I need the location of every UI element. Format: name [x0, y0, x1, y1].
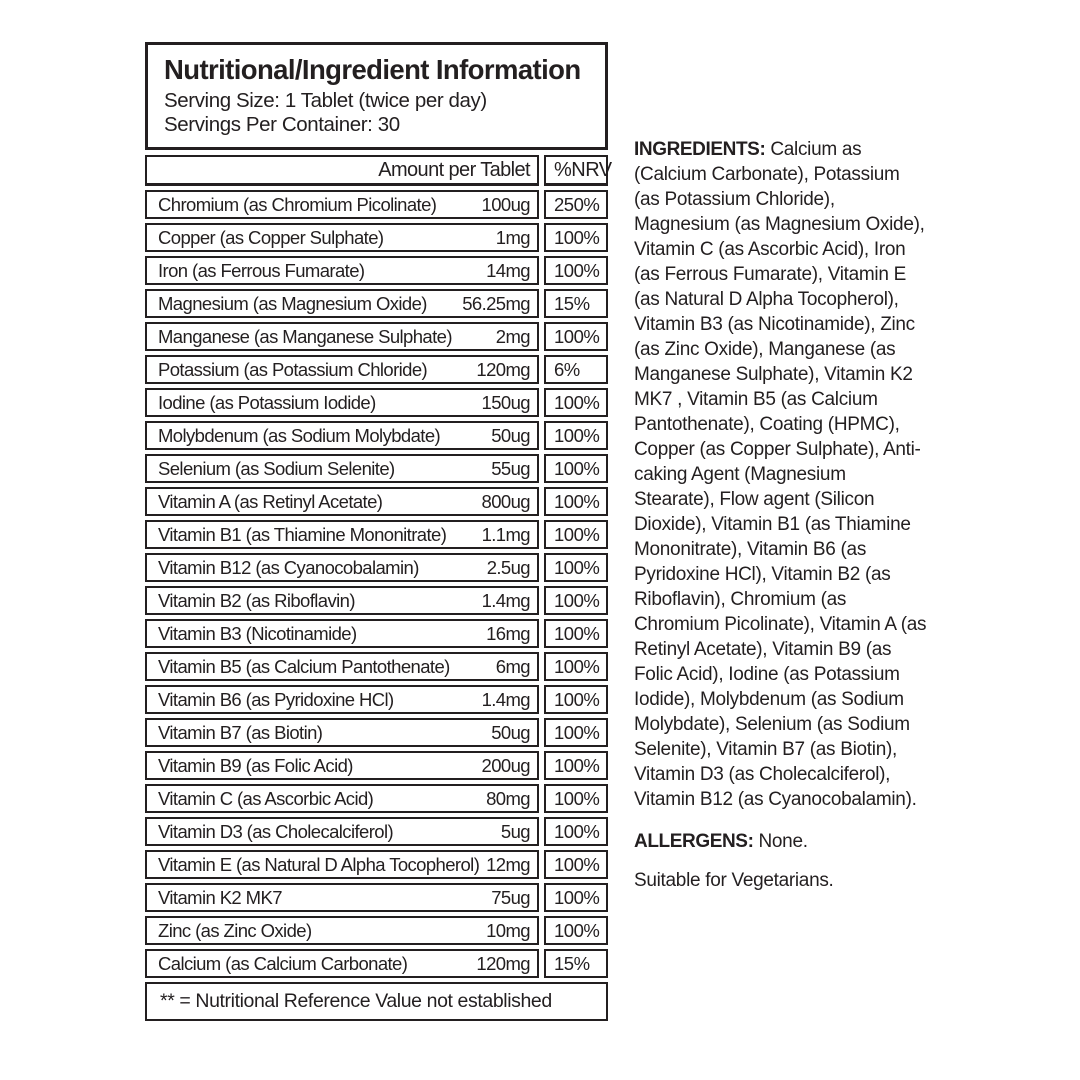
- column-header-amount: [145, 155, 539, 186]
- nutrient-amount: 50ug: [491, 424, 530, 446]
- nutrient-amount: 2mg: [495, 325, 530, 347]
- nutrient-row: [145, 355, 608, 384]
- nutrient-name: Vitamin B5 (as Calcium Pantothenate): [158, 655, 450, 677]
- vegetarian-note: Suitable for Vegetarians.: [634, 870, 834, 891]
- nutrient-cell: [145, 883, 539, 912]
- nutrient-nrv: 100%: [544, 223, 608, 252]
- nutrient-amount: 12mg: [486, 853, 530, 875]
- nutrient-cell: [145, 916, 539, 945]
- nutrient-nrv: 100%: [544, 619, 608, 648]
- nutrient-nrv: 100%: [544, 454, 608, 483]
- nutrient-row: [145, 454, 608, 483]
- nutrient-nrv: 100%: [544, 553, 608, 582]
- nutrient-amount: 1.4mg: [481, 688, 530, 710]
- nutrient-amount: 6mg: [495, 655, 530, 677]
- nutrient-row: [145, 685, 608, 714]
- nutrient-amount: 16mg: [486, 622, 530, 644]
- nutrient-amount: 800ug: [481, 490, 530, 512]
- footnote: ** = Nutritional Reference Value not established: [145, 982, 608, 1021]
- nutrient-row: [145, 223, 608, 252]
- nutrient-name: Vitamin B6 (as Pyridoxine HCl): [158, 688, 394, 710]
- nutrient-name: Vitamin B12 (as Cyanocobalamin): [158, 556, 419, 578]
- nutrient-nrv: 100%: [544, 784, 608, 813]
- nutrient-row: [145, 421, 608, 450]
- nutrient-name: Magnesium (as Magnesium Oxide): [158, 292, 427, 314]
- nutrient-name: Chromium (as Chromium Picolinate): [158, 193, 437, 215]
- nutrient-amount: 1.4mg: [481, 589, 530, 611]
- nutrient-nrv: 100%: [544, 883, 608, 912]
- nutrient-row: [145, 949, 608, 978]
- nutrient-amount: 200ug: [481, 754, 530, 776]
- nutrient-name: Calcium (as Calcium Carbonate): [158, 952, 408, 974]
- nutrient-nrv: 100%: [544, 322, 608, 351]
- nutrient-name: Vitamin K2 MK7: [158, 886, 282, 908]
- servings-per-container-text: Servings Per Container: 30: [164, 113, 400, 136]
- nutrient-row: [145, 916, 608, 945]
- nutrient-cell: [145, 520, 539, 549]
- nutrient-cell: [145, 685, 539, 714]
- nutrient-nrv: 100%: [544, 751, 608, 780]
- nutrient-nrv: 100%: [544, 718, 608, 747]
- nutrient-nrv: 6%: [544, 355, 608, 384]
- nutrient-cell: [145, 652, 539, 681]
- ingredients-text: Calcium as (Calcium Carbonate), Potassium (as Potassium Chloride), Magnesium (as Magnesium Oxide), Vitamin C (as Ascorbic Acid), Iron (as Ferrous Fumarate), Vitamin E (as Natural D Alpha Tocopherol), Vitamin B3 (as Nicotinamide), Zinc (as Zinc Oxide), Manganese (as Manganese Sulphate), Vitamin K2 MK7 , Vitamin B5 (as Calcium Pantothenate), Coating (HPMC), Copper (as Copper Sulphate), Anti-caking Agent (Magnesium Stearate), Flow agent (Silicon Dioxide), Vitamin B1 (as Thiamine Mononitrate), Vitamin B6 (as Pyridoxine HCl), Vitamin B2 (as Riboflavin), Chromium (as Chromium Picolinate), Vitamin A (as Retinyl Acetate), Vitamin B9 (as Folic Acid), Iodine (as Potassium Iodide), Molybdenum (as Sodium Molybdate), Selenium (as Sodium Selenite), Vitamin B7 (as Biotin), Vitamin D3 (as Cholecalciferol), Vitamin B12 (as Cyanocobalamin).: [634, 139, 927, 810]
- nutrient-nrv: 15%: [544, 289, 608, 318]
- nutrient-row: [145, 619, 608, 648]
- nutrient-name: Molybdenum (as Sodium Molybdate): [158, 424, 441, 446]
- nutrient-name: Copper (as Copper Sulphate): [158, 226, 384, 248]
- nutrient-amount: 120mg: [476, 358, 530, 380]
- nutrient-name: Iodine (as Potassium Iodide): [158, 391, 376, 413]
- nutrient-row: [145, 520, 608, 549]
- nutrient-cell: [145, 817, 539, 846]
- nutrient-row: [145, 883, 608, 912]
- nutrient-row: [145, 553, 608, 582]
- ingredients-label: INGREDIENTS:: [634, 139, 766, 160]
- nutrient-name: Vitamin D3 (as Cholecalciferol): [158, 820, 394, 842]
- panel-header: [145, 42, 608, 150]
- nutrient-cell: [145, 190, 539, 219]
- nutrient-cell: [145, 553, 539, 582]
- nutrient-row: [145, 817, 608, 846]
- nutrient-name: Vitamin C (as Ascorbic Acid): [158, 787, 374, 809]
- serving-size-text: Serving Size: 1 Tablet (twice per day): [164, 89, 487, 112]
- nutrient-amount: 14mg: [486, 259, 530, 281]
- nutrient-name: Vitamin B9 (as Folic Acid): [158, 754, 353, 776]
- nutrient-cell: [145, 289, 539, 318]
- nutrient-name: Vitamin B2 (as Riboflavin): [158, 589, 355, 611]
- nutrient-nrv: 100%: [544, 487, 608, 516]
- nutrient-cell: [145, 718, 539, 747]
- nutrient-amount: 5ug: [500, 820, 530, 842]
- nutrient-name: Vitamin A (as Retinyl Acetate): [158, 490, 383, 512]
- nutrient-nrv: 100%: [544, 685, 608, 714]
- allergens-text: None.: [753, 831, 808, 852]
- nutrient-amount: 80mg: [486, 787, 530, 809]
- nutrient-cell: [145, 454, 539, 483]
- nutrient-name: Selenium (as Sodium Selenite): [158, 457, 395, 479]
- nutrient-nrv: 100%: [544, 520, 608, 549]
- column-header-nrv: [544, 155, 612, 186]
- nutrition-facts-panel: [145, 42, 612, 1021]
- nutrient-nrv: 100%: [544, 916, 608, 945]
- nutrient-amount: 120mg: [476, 952, 530, 974]
- nutrient-amount: 50ug: [491, 721, 530, 743]
- nutrient-cell: [145, 421, 539, 450]
- nutrient-amount: 1.1mg: [481, 523, 530, 545]
- nutrient-row: [145, 388, 608, 417]
- nutrient-row: [145, 190, 608, 219]
- nutrient-rows: [145, 190, 608, 978]
- nutrient-cell: [145, 256, 539, 285]
- nutrient-amount: 1mg: [495, 226, 530, 248]
- nutrient-nrv: 100%: [544, 817, 608, 846]
- nutrient-nrv: 100%: [544, 388, 608, 417]
- ingredients-paragraph: [634, 137, 930, 812]
- nutrient-cell: [145, 751, 539, 780]
- nutrient-cell: [145, 487, 539, 516]
- nutrient-cell: [145, 223, 539, 252]
- nutrient-cell: [145, 949, 539, 978]
- nutrient-cell: [145, 850, 539, 879]
- nutrient-cell: [145, 784, 539, 813]
- nutrient-name: Vitamin B1 (as Thiamine Mononitrate): [158, 523, 447, 545]
- nutrient-name: Manganese (as Manganese Sulphate): [158, 325, 452, 347]
- nutrient-name: Zinc (as Zinc Oxide): [158, 919, 312, 941]
- nutrient-nrv: 15%: [544, 949, 608, 978]
- nutrient-amount: 55ug: [491, 457, 530, 479]
- nutrient-row: [145, 652, 608, 681]
- nutrient-amount: 2.5ug: [486, 556, 530, 578]
- allergens-label: ALLERGENS:: [634, 831, 754, 852]
- nutrient-row: [145, 289, 608, 318]
- nutrient-nrv: 250%: [544, 190, 608, 219]
- nutrient-cell: [145, 388, 539, 417]
- nutrient-row: [145, 718, 608, 747]
- nutrient-row: [145, 784, 608, 813]
- column-header-nrv-label: %NRV: [554, 158, 612, 181]
- nutrient-name: Vitamin E (as Natural D Alpha Tocopherol): [158, 853, 480, 875]
- nutrient-nrv: 100%: [544, 850, 608, 879]
- nutrient-amount: 75ug: [491, 886, 530, 908]
- column-header-row: [145, 155, 612, 186]
- nutrient-cell: [145, 586, 539, 615]
- nutrient-cell: [145, 322, 539, 351]
- panel-title: Nutritional/Ingredient Information: [164, 54, 581, 85]
- nutrient-nrv: 100%: [544, 256, 608, 285]
- nutrient-row: [145, 586, 608, 615]
- nutrient-cell: [145, 355, 539, 384]
- nutrient-amount: 10mg: [486, 919, 530, 941]
- nutrient-name: Iron (as Ferrous Fumarate): [158, 259, 365, 281]
- nutrient-name: Potassium (as Potassium Chloride): [158, 358, 428, 380]
- nutrient-amount: 150ug: [481, 391, 530, 413]
- nutrient-amount: 100ug: [481, 193, 530, 215]
- allergens-paragraph: [634, 829, 930, 854]
- nutrient-nrv: 100%: [544, 586, 608, 615]
- nutrient-nrv: 100%: [544, 421, 608, 450]
- column-header-amount-label: Amount per Tablet: [378, 158, 530, 181]
- nutrient-cell: [145, 619, 539, 648]
- ingredients-column: [634, 137, 930, 893]
- nutrient-row: [145, 487, 608, 516]
- nutrient-name: Vitamin B3 (Nicotinamide): [158, 622, 357, 644]
- nutrient-name: Vitamin B7 (as Biotin): [158, 721, 323, 743]
- nutrient-row: [145, 751, 608, 780]
- nutrient-nrv: 100%: [544, 652, 608, 681]
- nutrient-row: [145, 256, 608, 285]
- nutrient-row: [145, 850, 608, 879]
- nutrient-row: [145, 322, 608, 351]
- nutrient-amount: 56.25mg: [462, 292, 530, 314]
